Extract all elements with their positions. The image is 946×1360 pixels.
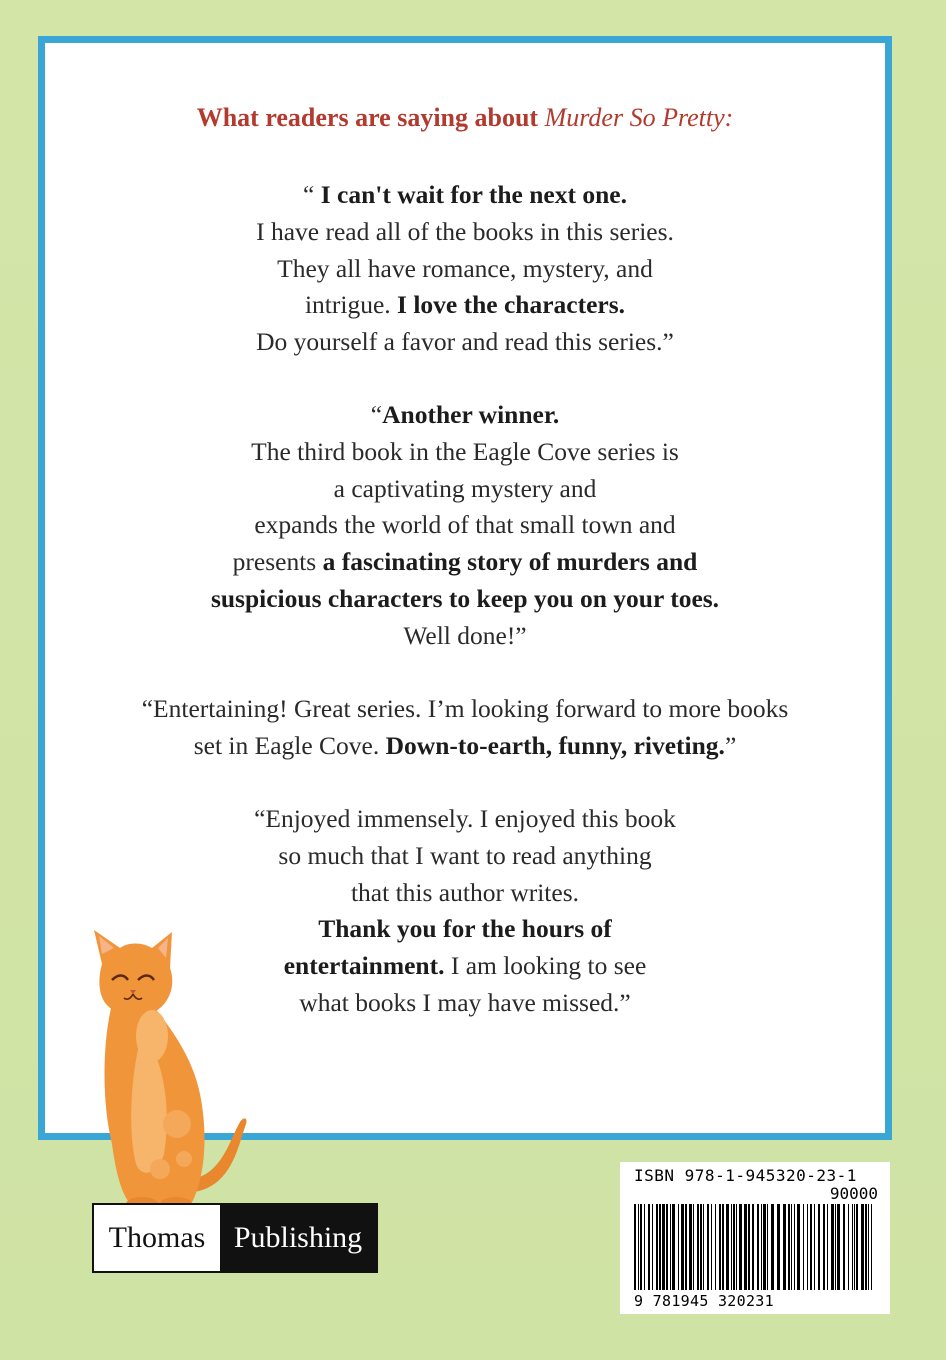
quote-line [45, 177, 885, 214]
barcode-bar [814, 1204, 815, 1290]
isbn-barcode [620, 1162, 890, 1314]
quote-line [45, 251, 885, 288]
cat-illustration-icon [72, 924, 252, 1214]
barcode-bar [865, 1204, 867, 1290]
barcode-bar [763, 1204, 766, 1290]
barcode-bar [767, 1204, 768, 1290]
publisher-name-left: Thomas [94, 1205, 220, 1271]
barcode-bar [733, 1204, 735, 1290]
barcode-bar [854, 1204, 855, 1290]
review-quote-1 [45, 177, 885, 361]
barcode-bar [681, 1204, 684, 1290]
barcode-bar [693, 1204, 694, 1290]
barcode-bar [731, 1204, 732, 1290]
quote-line [45, 875, 885, 912]
quote-text: presents [232, 547, 323, 577]
quote-text: expands the world of that small town and [254, 510, 676, 540]
quote-emphasis: entertainment. [283, 951, 445, 981]
barcode-bar [744, 1204, 747, 1290]
quote-text: I have read all of the books in this series. [256, 216, 674, 246]
quote-emphasis: Thank you for the hours of [318, 914, 612, 944]
barcode-bar [791, 1204, 792, 1290]
barcode-bar [638, 1204, 639, 1290]
quote-emphasis: suspicious characters to keep you on your toes. [210, 583, 720, 613]
quote-text: “ [370, 400, 383, 429]
barcode-bar [656, 1204, 658, 1290]
quote-line [45, 581, 885, 618]
barcode-bars [634, 1204, 878, 1292]
quote-line [45, 324, 885, 361]
quote-text: I am looking to see [444, 951, 647, 981]
barcode-bar [666, 1204, 668, 1290]
quote-text: “ [303, 180, 321, 209]
barcode-bar [678, 1204, 679, 1290]
quote-text: set in Eagle Cove. [193, 730, 386, 760]
barcode-bar [761, 1204, 762, 1290]
publisher-name-right: Publishing [233, 1221, 363, 1254]
barcode-bar [670, 1204, 671, 1290]
barcode-bar [672, 1204, 675, 1290]
barcode-bar [715, 1204, 716, 1290]
quote-line [45, 434, 885, 471]
barcode-bar [771, 1204, 774, 1290]
barcode-bar [848, 1204, 849, 1290]
barcode-bar [831, 1204, 834, 1290]
barcode-bar [856, 1204, 858, 1290]
barcode-bar [640, 1204, 642, 1290]
barcode-bar [835, 1204, 836, 1290]
barcode-bar [739, 1204, 742, 1290]
barcode-bar [644, 1204, 645, 1290]
barcode-bar [827, 1204, 828, 1290]
quote-emphasis: Another winner. [382, 400, 560, 429]
barcode-bar [634, 1204, 636, 1290]
barcode-bar [703, 1204, 704, 1290]
quote-line [45, 691, 885, 728]
quote-text: that this author writes. [350, 877, 580, 907]
barcode-bar [788, 1204, 790, 1290]
barcode-bar [726, 1204, 729, 1290]
quote-line [45, 728, 885, 765]
quote-line [45, 471, 885, 508]
barcode-bar [736, 1204, 737, 1290]
barcode-bar [810, 1204, 812, 1290]
barcode-bar [652, 1204, 653, 1290]
quote-emphasis: I can't wait for the next one. [320, 180, 627, 209]
quote-emphasis: a fascinating story of murders and [322, 547, 698, 577]
barcode-bar [777, 1204, 780, 1290]
barcode-bar [711, 1204, 712, 1290]
barcode-bar [794, 1204, 795, 1290]
barcode-bar [722, 1204, 724, 1290]
barcode-bar [868, 1204, 869, 1290]
quote-text: Well done!” [403, 620, 527, 650]
barcode-bar [752, 1204, 754, 1290]
barcode-digits: 9 781945 320231 [634, 1292, 774, 1310]
quote-line [45, 214, 885, 251]
barcode-bar [871, 1204, 872, 1290]
barcode-bar [797, 1204, 800, 1290]
barcode-bar [648, 1204, 650, 1290]
quote-text: They all have romance, mystery, and [277, 253, 653, 283]
quote-emphasis: I love the characters. [397, 290, 626, 320]
barcode-bar [861, 1204, 864, 1290]
quote-line [45, 838, 885, 875]
barcode-bar [823, 1204, 825, 1290]
review-quote-3 [45, 691, 885, 765]
quote-emphasis: Down-to-earth, funny, riveting. [385, 730, 725, 760]
isbn-number: ISBN 978-1-945320-23-1 [634, 1166, 857, 1185]
quote-text: intrigue. [304, 290, 398, 320]
quote-text: The third book in the Eagle Cove series is [251, 436, 679, 466]
barcode-bar [659, 1204, 661, 1290]
quote-line [45, 618, 885, 655]
barcode-bar [700, 1204, 702, 1290]
publisher-logo [92, 1203, 378, 1273]
barcode-bar [689, 1204, 692, 1290]
barcode-bar [685, 1204, 687, 1290]
book-title: Murder So Pretty: [544, 103, 734, 132]
review-quote-2 [45, 397, 885, 655]
quote-text: a captivating mystery and [333, 473, 597, 503]
quote-line [45, 544, 885, 581]
barcode-bar [837, 1204, 840, 1290]
reviews-heading [45, 103, 885, 133]
barcode-bar [748, 1204, 750, 1290]
barcode-bar [852, 1204, 853, 1290]
quote-line [45, 287, 885, 324]
quote-text: what books I may have missed.” [299, 987, 631, 1017]
quote-text: ” [724, 730, 737, 760]
quote-text: “Entertaining! Great series. I’m looking forward to more books [141, 694, 789, 723]
quote-text: Do yourself a favor and read this series.” [256, 327, 674, 357]
barcode-bar [662, 1204, 665, 1290]
barcode-bar [818, 1204, 820, 1290]
price-code: 90000 [829, 1184, 878, 1203]
barcode-bar [707, 1204, 709, 1290]
quote-line [45, 801, 885, 838]
quote-text: “Enjoyed immensely. I enjoyed this book [254, 804, 676, 833]
barcode-bar [843, 1204, 845, 1290]
barcode-bar [719, 1204, 721, 1290]
heading-lead: What readers are saying about [196, 103, 545, 132]
barcode-bar [803, 1204, 804, 1290]
barcode-bar [757, 1204, 759, 1290]
quote-text: so much that I want to read anything [278, 840, 652, 870]
quote-line [45, 397, 885, 434]
quote-line [45, 507, 885, 544]
barcode-bar [807, 1204, 808, 1290]
barcode-bar [783, 1204, 786, 1290]
barcode-bar [697, 1204, 699, 1290]
